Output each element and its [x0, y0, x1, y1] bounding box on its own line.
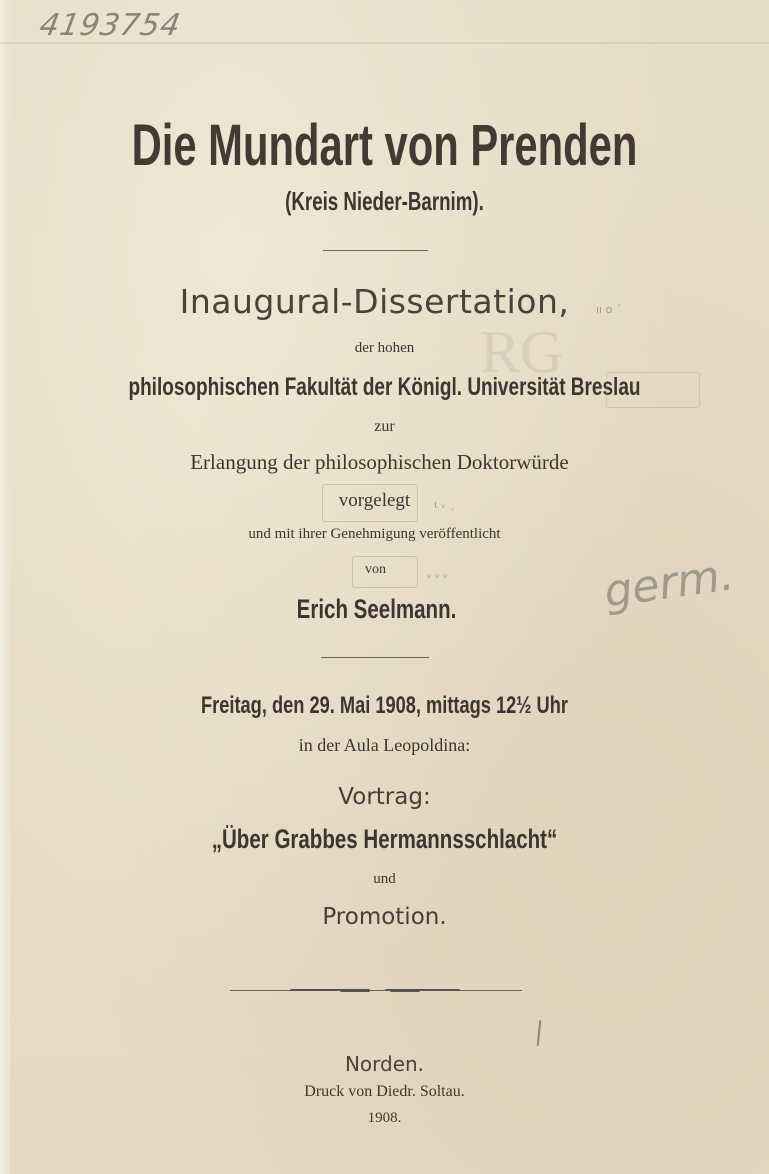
- page-left-edge: [0, 0, 10, 1174]
- imprint-printer: Druck von Diedr. Soltau.: [304, 1083, 465, 1100]
- divider-rule: [323, 250, 428, 251]
- lecture-label: Vortrag:: [338, 784, 431, 810]
- purpose-line: Erlangung der philosophischen Doktorwürde: [190, 450, 569, 474]
- date-line: Freitag, den 29. Mai 1908, mittags 12½ Uhr: [201, 692, 568, 719]
- handwritten-call-number: 4193754: [36, 8, 184, 43]
- imprint-year: 1908.: [367, 1110, 402, 1126]
- submitted-label: vorgelegt: [338, 490, 411, 511]
- lecture-title: „Über Grabbes Hermannsschlacht“: [211, 824, 558, 854]
- promotion-label: Promotion.: [322, 904, 447, 930]
- pencil-marks: ıı o ˊ: [596, 303, 622, 316]
- dissertation-heading: Inaugural-Dissertation,: [179, 282, 570, 321]
- conjunction: und: [373, 871, 396, 887]
- ornamental-divider: [230, 989, 522, 993]
- pencil-box-breslau: [606, 372, 700, 408]
- pencil-marks: ᵥ ᵥ ᵥ: [427, 568, 448, 581]
- venue-line: in der Aula Leopoldina:: [298, 735, 471, 755]
- document-subtitle: (Kreis Nieder-Barnim).: [285, 186, 484, 216]
- approval-line: und mit ihrer Genehmigung veröffentlicht: [248, 526, 501, 542]
- divider-rule: [321, 657, 429, 658]
- author-name: Erich Seelmann.: [296, 594, 457, 624]
- show-through-stamp: RG: [480, 319, 564, 385]
- document-title: Die Mundart von Prenden: [131, 113, 638, 178]
- faculty-intro: der hohen: [354, 340, 415, 356]
- imprint-place: Norden.: [344, 1052, 425, 1076]
- purpose-intro: zur: [374, 418, 395, 435]
- handwritten-annotation: germ.: [601, 549, 737, 618]
- pencil-marks: ι ᵥ ˏ: [434, 498, 455, 511]
- pencil-mark: [537, 1020, 542, 1046]
- faculty-line: philosophischen Fakultät der Königl. Universität Breslau: [128, 373, 641, 401]
- by-label: von: [365, 562, 386, 577]
